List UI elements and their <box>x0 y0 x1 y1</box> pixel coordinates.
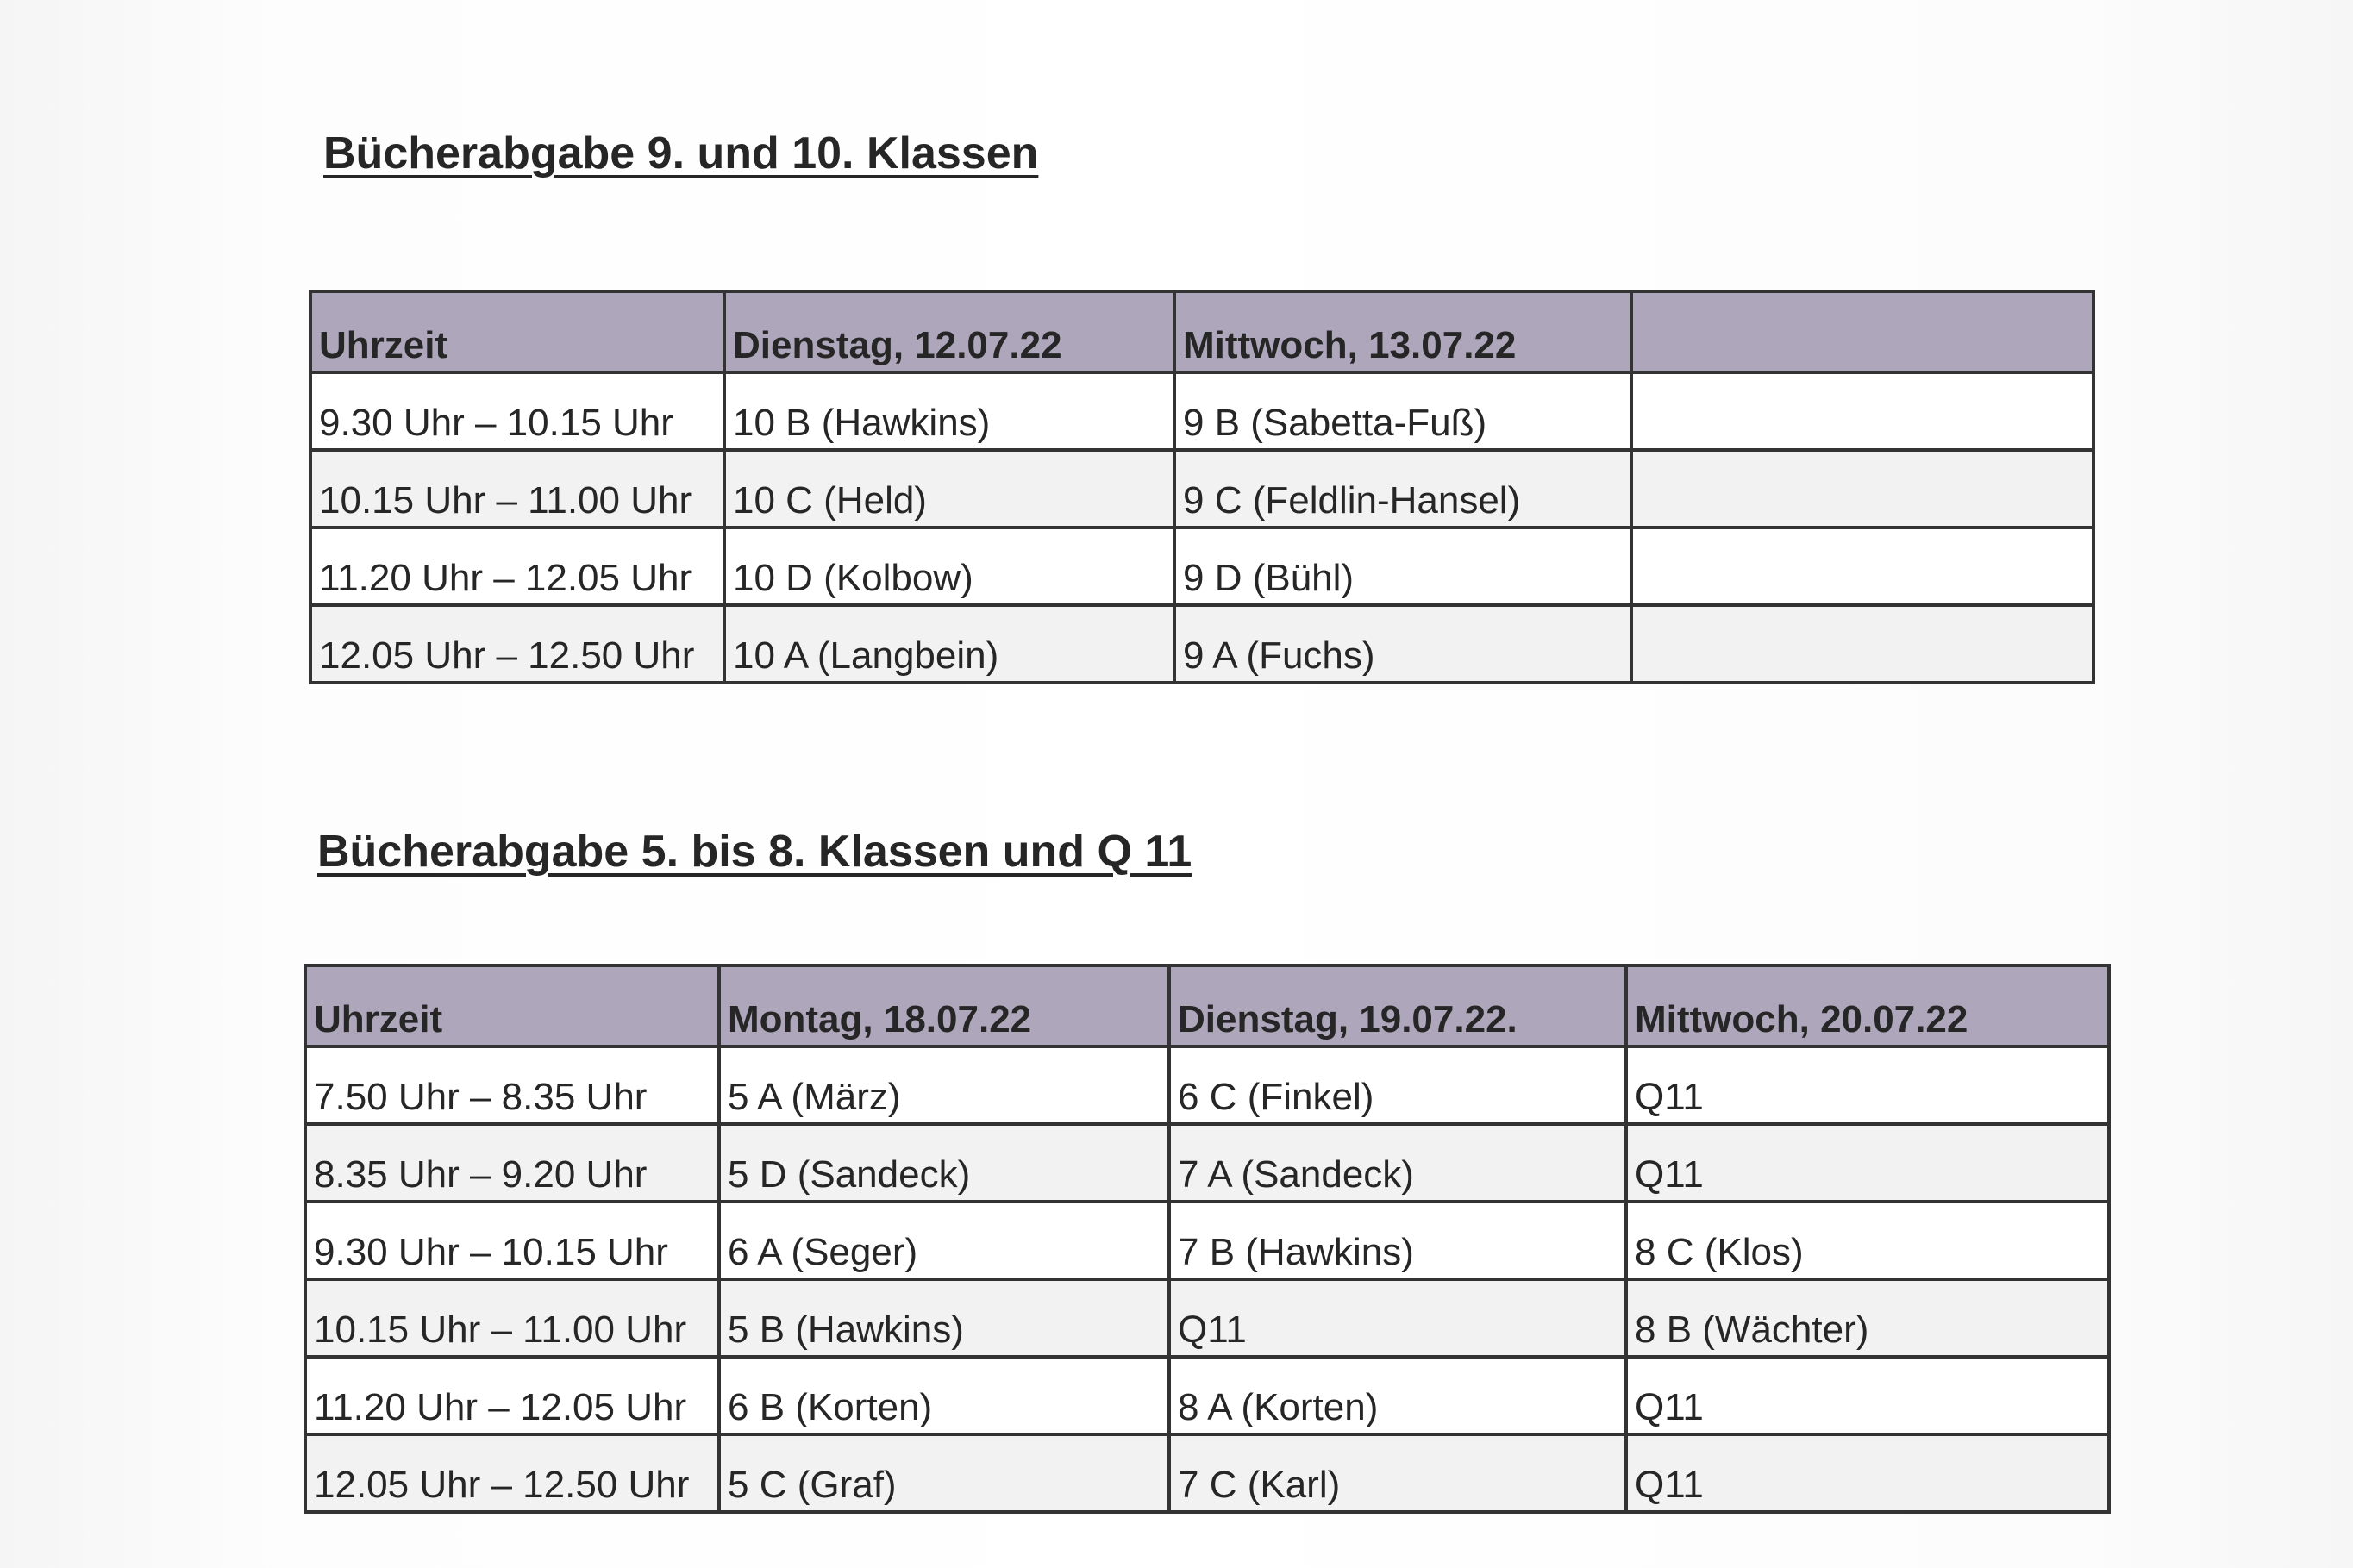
time-cell: 12.05 Uhr – 12.50 Uhr <box>305 1434 719 1512</box>
table-row <box>310 450 2093 528</box>
table-row <box>305 1046 2109 1124</box>
class-cell: Q11 <box>1169 1279 1626 1357</box>
class-cell: 5 A (März) <box>719 1046 1169 1124</box>
time-cell: 10.15 Uhr – 11.00 Uhr <box>310 450 724 528</box>
class-cell <box>1631 605 2093 683</box>
table-row <box>305 1434 2109 1512</box>
header-cell: Mittwoch, 20.07.22 <box>1626 965 2109 1046</box>
class-cell: 5 D (Sandeck) <box>719 1124 1169 1202</box>
class-cell: 9 B (Sabetta-Fuß) <box>1174 372 1631 450</box>
table-header-row <box>305 965 2109 1046</box>
class-cell: 9 C (Feldlin-Hansel) <box>1174 450 1631 528</box>
class-cell <box>1631 450 2093 528</box>
header-cell <box>1631 291 2093 372</box>
class-cell: 10 C (Held) <box>724 450 1174 528</box>
time-cell: 7.50 Uhr – 8.35 Uhr <box>305 1046 719 1124</box>
header-cell: Mittwoch, 13.07.22 <box>1174 291 1631 372</box>
table-row <box>305 1279 2109 1357</box>
class-cell: 10 B (Hawkins) <box>724 372 1174 450</box>
class-cell: 6 C (Finkel) <box>1169 1046 1626 1124</box>
time-cell: 11.20 Uhr – 12.05 Uhr <box>305 1357 719 1434</box>
class-cell: 7 C (Karl) <box>1169 1434 1626 1512</box>
class-cell: 6 B (Korten) <box>719 1357 1169 1434</box>
table-row <box>305 1202 2109 1279</box>
table-row <box>305 1124 2109 1202</box>
table-header-row <box>310 291 2093 372</box>
time-cell: 11.20 Uhr – 12.05 Uhr <box>310 528 724 605</box>
header-cell: Dienstag, 12.07.22 <box>724 291 1174 372</box>
class-cell: 8 B (Wächter) <box>1626 1279 2109 1357</box>
header-cell: Dienstag, 19.07.22. <box>1169 965 1626 1046</box>
time-cell: 10.15 Uhr – 11.00 Uhr <box>305 1279 719 1357</box>
class-cell: 5 B (Hawkins) <box>719 1279 1169 1357</box>
time-cell: 12.05 Uhr – 12.50 Uhr <box>310 605 724 683</box>
class-cell: 7 B (Hawkins) <box>1169 1202 1626 1279</box>
header-cell: Uhrzeit <box>305 965 719 1046</box>
class-cell: 6 A (Seger) <box>719 1202 1169 1279</box>
time-cell: 8.35 Uhr – 9.20 Uhr <box>305 1124 719 1202</box>
class-cell: 8 A (Korten) <box>1169 1357 1626 1434</box>
class-cell: 9 A (Fuchs) <box>1174 605 1631 683</box>
class-cell: 9 D (Bühl) <box>1174 528 1631 605</box>
class-cell <box>1631 528 2093 605</box>
header-cell: Uhrzeit <box>310 291 724 372</box>
schedule-table-5-8-q11 <box>304 964 2111 1514</box>
class-cell: Q11 <box>1626 1124 2109 1202</box>
class-cell: Q11 <box>1626 1357 2109 1434</box>
class-cell: Q11 <box>1626 1046 2109 1124</box>
time-cell: 9.30 Uhr – 10.15 Uhr <box>310 372 724 450</box>
class-cell <box>1631 372 2093 450</box>
class-cell: Q11 <box>1626 1434 2109 1512</box>
time-cell: 9.30 Uhr – 10.15 Uhr <box>305 1202 719 1279</box>
header-cell: Montag, 18.07.22 <box>719 965 1169 1046</box>
table-row <box>310 605 2093 683</box>
table-row <box>310 372 2093 450</box>
class-cell: 8 C (Klos) <box>1626 1202 2109 1279</box>
class-cell: 10 A (Langbein) <box>724 605 1174 683</box>
table-row <box>310 528 2093 605</box>
table-row <box>305 1357 2109 1434</box>
section-title-5-8-q11: Bücherabgabe 5. bis 8. Klassen und Q 11 <box>317 827 1192 877</box>
class-cell: 10 D (Kolbow) <box>724 528 1174 605</box>
section-title-9-10: Bücherabgabe 9. und 10. Klassen <box>323 128 1039 178</box>
class-cell: 7 A (Sandeck) <box>1169 1124 1626 1202</box>
class-cell: 5 C (Graf) <box>719 1434 1169 1512</box>
schedule-table-9-10 <box>309 290 2095 684</box>
